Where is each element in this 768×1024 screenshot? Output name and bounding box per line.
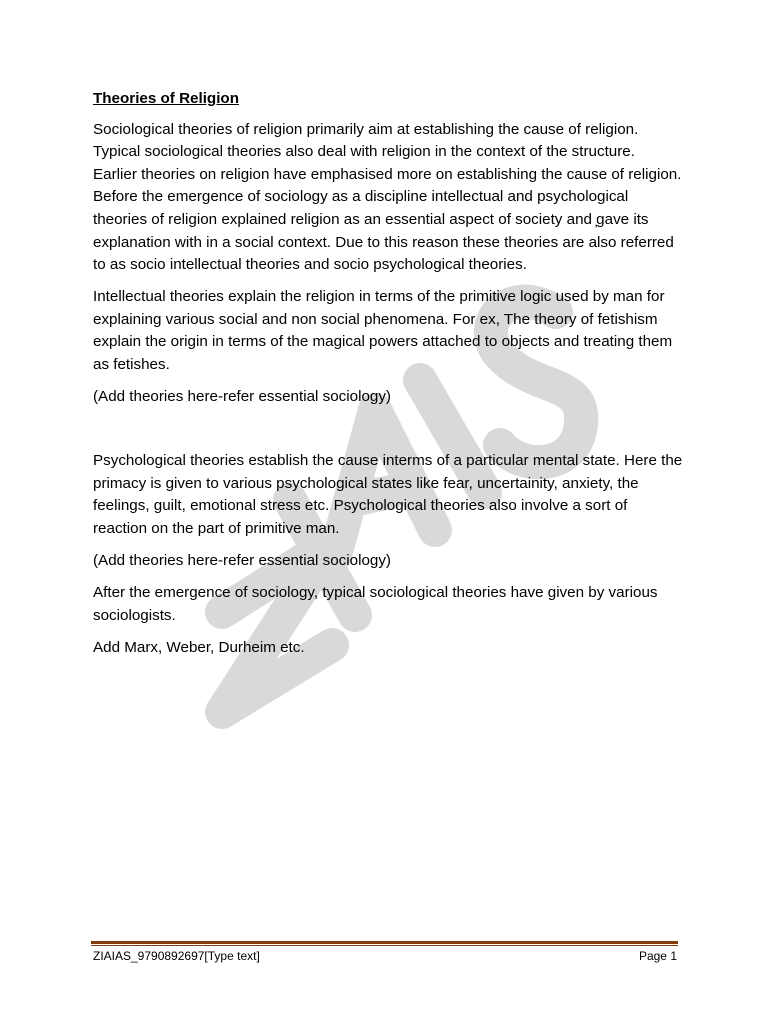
document-body <box>93 88 683 669</box>
paragraph-intro: Sociological theories of religion primarily aim at establishing the cause of religion. Typical sociological theories also deal with religion in the context of the structure. Earlier theories on religion have emphasised more on establishing the cause of religion. Before the emergence of sociology as a discipline intellectual and psychological theories of religion explained religion as an essential aspect of society and ̦gave its explanation with in a social context. Due to this reason these theories are also referred to as socio intellectual theories and socio psychological theories. <box>93 120 682 274</box>
footer-page-number: Page 1 <box>638 949 677 963</box>
footer-rule <box>91 941 678 944</box>
blank-line <box>93 418 683 450</box>
paragraph-psychological-theories: Psychological theories establish the cause interms of a particular mental state. Here the primacy is given to various psychological states like fear, uncertainity, anxiety, the feelings, guilt, emotional stress etc. Psychological theories also involve a sort of reaction on the part of primitive man. <box>93 452 683 537</box>
paragraph-add-theories-note-2: (Add theories here-refer essential sociology) <box>93 552 391 570</box>
paragraph-sociological-theories: After the emergence of sociology, typical sociological theories have given by various sociologists. <box>93 584 658 624</box>
footer-rule-thin <box>91 945 678 946</box>
footer-left-text: ZIAIAS_9790892697[Type text] <box>93 949 260 963</box>
paragraph-intellectual-theories: Intellectual theories explain the religion in terms of the primitive logic used by man for explaining various social and non social phenomena. For ex, The theory of fetishism explain the origin in terms of the magical powers attached to objects and treating them as fetishes. <box>93 288 673 374</box>
paragraph-add-sociologists-note: Add Marx, Weber, Durheim etc. <box>93 638 305 656</box>
document-title: Theories of Religion <box>93 90 239 107</box>
paragraph-add-theories-note-1: (Add theories here-refer essential sociology) <box>93 388 391 406</box>
